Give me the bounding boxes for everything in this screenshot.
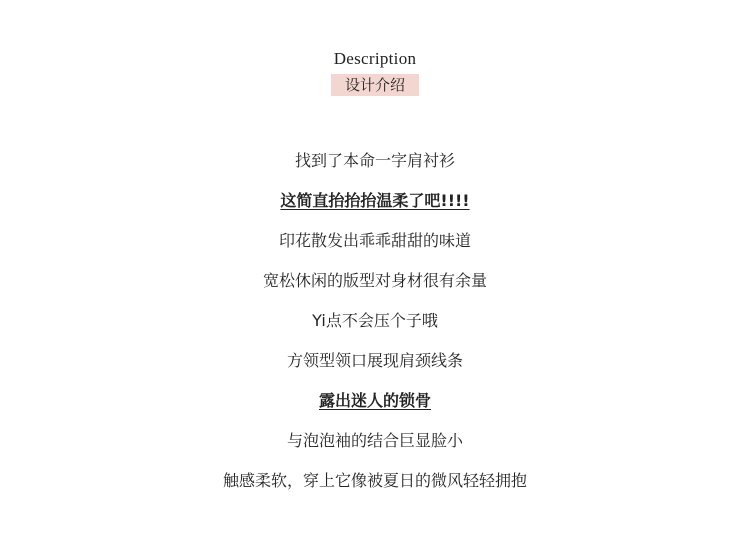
description-header [0, 48, 750, 96]
description-body [0, 149, 750, 509]
description-line: 找到了本命一字肩衬衫 [294, 151, 455, 170]
description-line-emphasis: 这简直抬抬抬温柔了吧!!!! [280, 191, 470, 210]
description-line: 方领型领口展现肩颈线条 [286, 351, 463, 370]
description-line: 印花散发出乖乖甜甜的味道 [278, 231, 471, 250]
section-title-english: Description [333, 49, 417, 68]
section-title-chinese-wrap [0, 74, 750, 96]
description-line: 宽松休闲的版型对身材很有余量 [262, 271, 487, 290]
description-line: 触感柔软，穿上它像被夏日的微风轻轻拥抱 [222, 471, 527, 490]
description-line-emphasis: 露出迷人的锁骨 [318, 391, 431, 410]
description-line: 与泡泡袖的结合巨显脸小 [286, 431, 463, 450]
description-line: Yi点不会压个子哦 [312, 311, 438, 330]
section-title-chinese: 设计介绍 [331, 74, 419, 96]
